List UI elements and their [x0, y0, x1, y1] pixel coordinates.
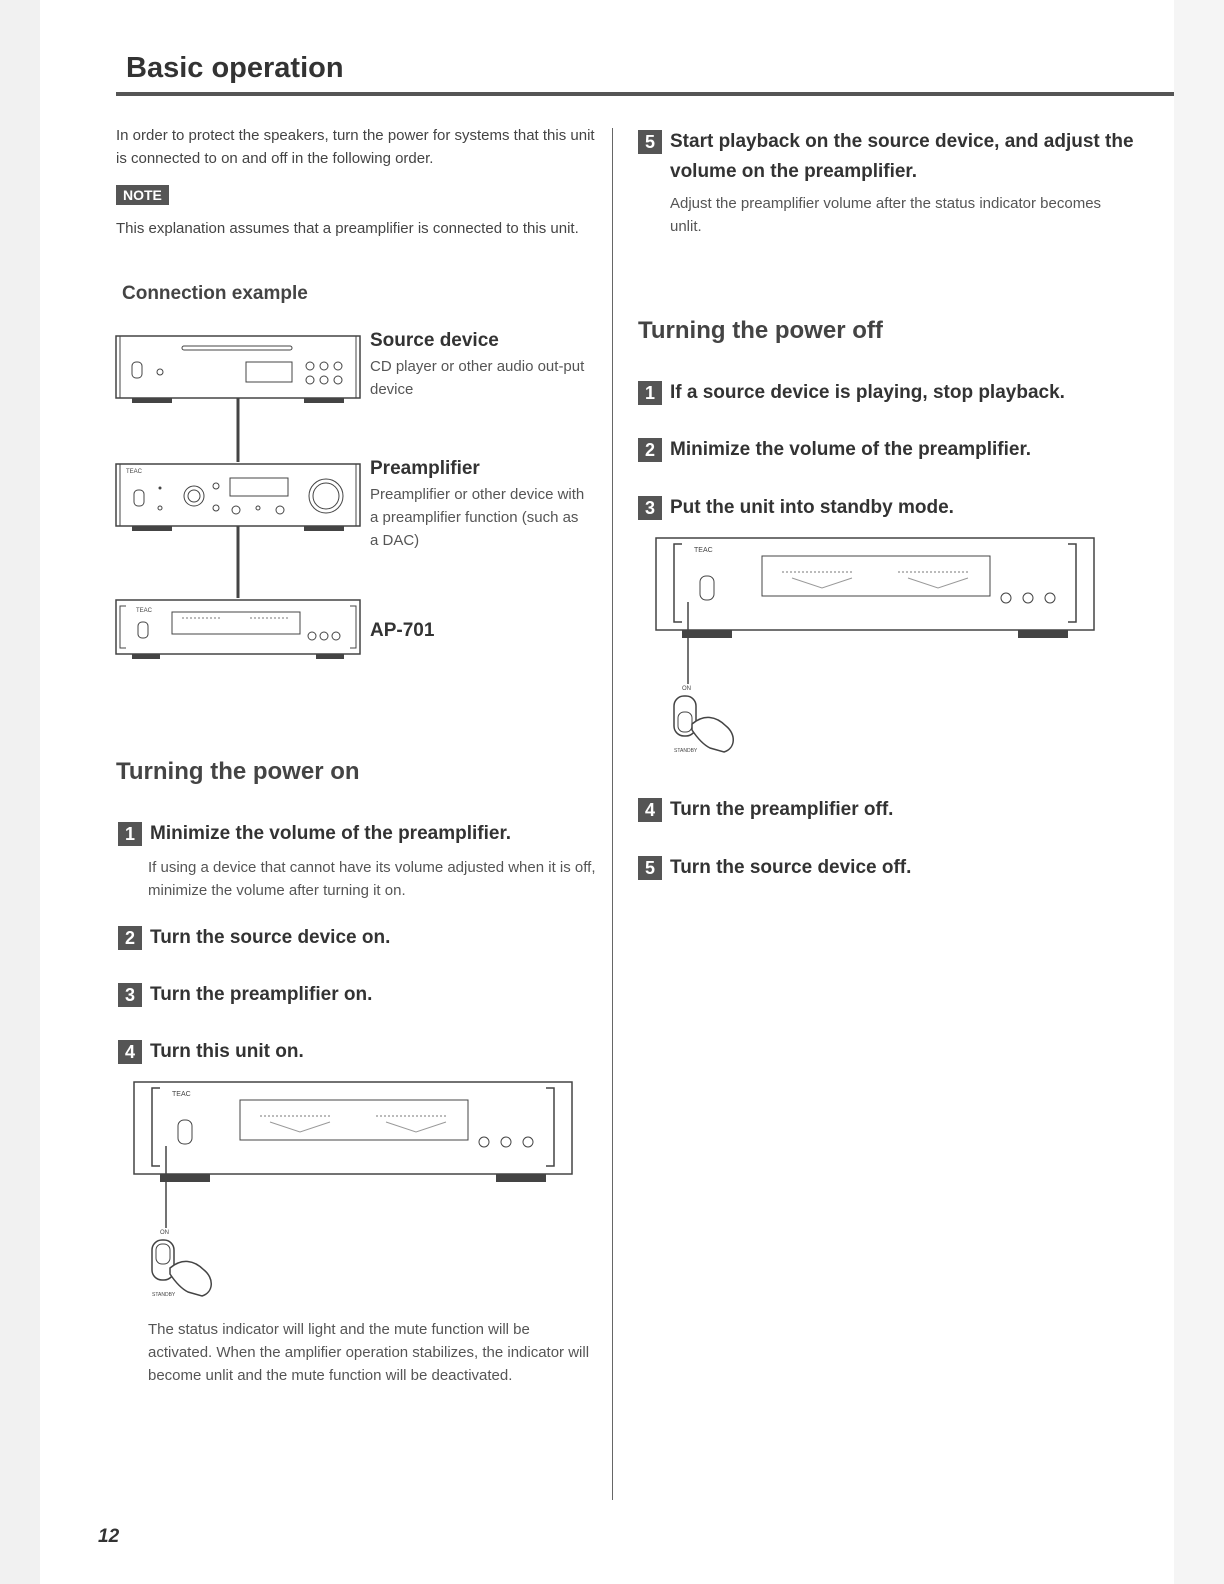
source-device-title: Source device	[370, 330, 499, 351]
power-on-step-3	[118, 983, 372, 1010]
pointing-hand-icon	[170, 1261, 211, 1296]
power-on-step-1-desc: If using a device that cannot have its volume adjusted when it is off, minimize the volume after turning it on.	[148, 859, 596, 899]
preamplifier-title: Preamplifier	[370, 458, 480, 479]
power-off-step-2	[638, 438, 1031, 465]
ap701-standby-illustration	[652, 534, 1102, 764]
step-text: Minimize the volume of the preamplifier.	[150, 823, 512, 844]
page-edge-shadow	[0, 0, 40, 1584]
step-number: 4	[638, 798, 662, 822]
step-text: Turn the source device on.	[150, 927, 391, 948]
svg-text:TEAC: TEAC	[126, 469, 143, 475]
svg-text:TEAC: TEAC	[172, 1091, 191, 1098]
power-on-step-2	[118, 926, 390, 953]
switch-standby-label: STANDBY	[152, 1292, 176, 1298]
power-off-step-4	[638, 798, 893, 825]
svg-text:TEAC: TEAC	[136, 608, 153, 614]
power-on-step-4	[118, 1040, 304, 1067]
note-badge: NOTE	[116, 185, 169, 205]
switch-on-label: ON	[160, 1230, 169, 1236]
step-text: If a source device is playing, stop playback.	[670, 382, 1065, 403]
ap701-small-illustration	[116, 600, 360, 659]
switch-on-label: ON	[682, 686, 691, 692]
preamplifier-illustration	[116, 464, 360, 531]
power-off-step-3	[638, 496, 954, 523]
power-off-heading: Turning the power off	[638, 317, 883, 344]
switch-standby-label: STANDBY	[674, 748, 698, 754]
step-text: Start playback on the source device, and adjust the volume on the preamplifier.	[670, 131, 1134, 182]
power-on-step-5	[638, 130, 1138, 187]
step-text: Turn the preamplifier on.	[150, 984, 373, 1005]
connection-diagram	[112, 330, 372, 670]
connection-example-heading: Connection example	[122, 283, 308, 304]
power-off-step-5	[638, 856, 911, 883]
note-text: This explanation assumes that a preamplifier is connected to this unit.	[116, 220, 579, 237]
page-edge-shadow-right	[1174, 0, 1224, 1584]
title-rule	[116, 92, 1174, 96]
pointing-hand-icon	[692, 717, 733, 752]
svg-text:TEAC: TEAC	[694, 547, 713, 554]
source-device-desc: CD player or other audio out-put device	[370, 358, 585, 398]
step-text: Turn the preamplifier off.	[670, 799, 894, 820]
step-text: Put the unit into standby mode.	[670, 497, 954, 518]
power-on-heading: Turning the power on	[116, 758, 360, 785]
page-number: 12	[98, 1526, 120, 1547]
step-text: Turn the source device off.	[670, 857, 912, 878]
step-number: 1	[638, 381, 662, 405]
indicator-note: The status indicator will light and the mute function will be activated. When the amplifier operation stabilizes, the indicator will become unlit and the mute function will be deactivated.	[148, 1321, 590, 1384]
step-number: 4	[118, 1040, 142, 1064]
power-on-step-5-desc: Adjust the preamplifier volume after the status indicator becomes unlit.	[670, 195, 1102, 235]
step-number: 2	[638, 438, 662, 462]
ap701-power-on-illustration	[130, 1078, 580, 1308]
step-text: Turn this unit on.	[150, 1041, 304, 1062]
power-on-step-1	[118, 822, 511, 849]
power-off-step-1	[638, 381, 1065, 408]
step-number: 3	[118, 983, 142, 1007]
step-number: 2	[118, 926, 142, 950]
page-title: Basic operation	[126, 52, 344, 84]
step-number: 5	[638, 130, 662, 154]
step-number: 5	[638, 856, 662, 880]
intro-text: In order to protect the speakers, turn the power for systems that this unit is connected to on and off in the following order.	[116, 127, 595, 167]
preamplifier-desc: Preamplifier or other device with a preamplifier function (such as a DAC)	[370, 486, 585, 549]
step-number: 3	[638, 496, 662, 520]
column-divider	[612, 128, 613, 1500]
step-number: 1	[118, 822, 142, 846]
cd-player-illustration	[116, 336, 360, 403]
ap701-title: AP-701	[370, 620, 435, 641]
step-text: Minimize the volume of the preamplifier.	[670, 439, 1032, 460]
